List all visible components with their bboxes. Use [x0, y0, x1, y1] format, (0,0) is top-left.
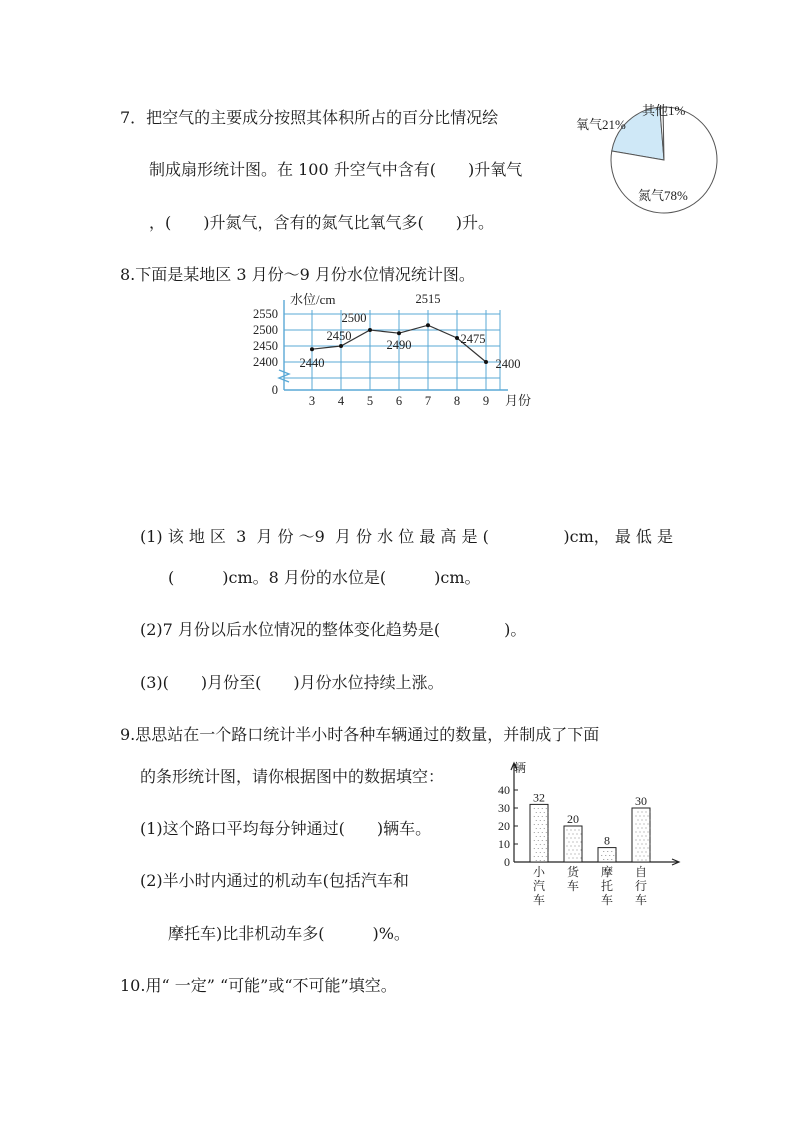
- vehicle-bar-stipple: [650, 852, 651, 853]
- vehicle-bar-stipple: [579, 838, 580, 839]
- vehicle-bar-stipple: [642, 828, 643, 829]
- vehicle-bar-stipple: [642, 860, 643, 861]
- vehicle-bar-stipple: [638, 852, 639, 853]
- q8-sub1-part-1: (1) 该 地 区 3 月 份 ～9 月 份 水 位 最 高 是 (: [140, 527, 489, 546]
- vehicle-bar-stipple: [544, 828, 545, 829]
- vehicle-bar-stipple: [536, 844, 537, 845]
- water-level-data-label: 2500: [341, 311, 367, 325]
- vehicle-bar-stipple: [569, 842, 570, 843]
- vehicle-bar-value-label: 32: [533, 790, 545, 805]
- vehicle-bar-stipple: [534, 824, 535, 825]
- vehicle-bar-stipple: [636, 824, 637, 825]
- vehicle-bar-stipple: [546, 840, 547, 841]
- vehicle-bar-stipple: [548, 852, 549, 853]
- vehicle-bar-stipple: [569, 834, 570, 835]
- vehicle-bar-stipple: [548, 812, 549, 813]
- vehicle-bar-stipple: [542, 816, 543, 817]
- vehicle-bar-stipple: [542, 840, 543, 841]
- vehicle-bar-stipple: [544, 860, 545, 861]
- vehicle-bar-stipple: [536, 836, 537, 837]
- vehicle-bar-stipple: [615, 859, 616, 860]
- vehicle-bar-stipple: [542, 832, 543, 833]
- vehicle-category-label: 汽: [532, 879, 546, 893]
- vehicle-bar-stipple: [567, 838, 568, 839]
- water-level-y-axis-title: 水位/cm: [290, 292, 336, 307]
- q7-line-2: 制成扇形统计图。在 100 升空气中含有( )升氧气: [149, 160, 523, 179]
- vehicle-bar-stipple: [603, 851, 604, 852]
- vehicle-bar-stipple: [646, 844, 647, 845]
- vehicle-bar-stipple: [605, 855, 606, 856]
- q9-sub2-line-1: (2)半小时内通过的机动车(包括汽车和: [140, 871, 409, 890]
- vehicle-bar-stipple: [544, 852, 545, 853]
- vehicle-bar-stipple: [642, 812, 643, 813]
- vehicle-bar-stipple: [569, 850, 570, 851]
- vehicle-bar-stipple: [644, 848, 645, 849]
- vehicle-bar-stipple: [613, 855, 614, 856]
- water-level-data-point: [397, 331, 401, 335]
- vehicle-category-label: 车: [532, 893, 546, 907]
- vehicle-bar-stipple: [579, 854, 580, 855]
- water-level-y-tick-label: 2550: [253, 307, 278, 321]
- pie-label-other: 其他1%: [642, 103, 686, 118]
- vehicle-bar-stipple: [611, 851, 612, 852]
- vehicle-category-label: 行: [634, 879, 648, 893]
- water-level-y-tick-label: 2450: [253, 339, 278, 353]
- vehicle-bar-stipple: [567, 846, 568, 847]
- vehicle-bar-stipple: [646, 860, 647, 861]
- vehicle-bar-stipple: [567, 830, 568, 831]
- vehicle-bar-stipple: [536, 860, 537, 861]
- vehicle-bar-stipple: [544, 836, 545, 837]
- vehicle-bar-stipple: [571, 830, 572, 831]
- vehicle-bar-stipple: [540, 836, 541, 837]
- pie-label-oxygen: 氧气21%: [576, 117, 626, 132]
- vehicle-bar-value-label: 8: [604, 833, 610, 848]
- vehicle-bar-stipple: [542, 848, 543, 849]
- vehicle-bar-stipple: [573, 842, 574, 843]
- vehicle-bar-stipple: [579, 846, 580, 847]
- vehicle-bar-stipple: [650, 844, 651, 845]
- water-level-x-tick-label: 3: [308, 394, 316, 408]
- water-level-axis-break: [279, 370, 289, 382]
- vehicle-bar-stipple: [636, 840, 637, 841]
- vehicle-category-label: 小: [532, 865, 546, 879]
- vehicle-category-label: 货: [566, 865, 580, 879]
- vehicle-bar-stipple: [548, 844, 549, 845]
- vehicle-bar-stipple: [644, 816, 645, 817]
- vehicle-bar-stipple: [601, 855, 602, 856]
- vehicle-bar-stipple: [607, 851, 608, 852]
- vehicle-bar-stipple: [534, 856, 535, 857]
- vehicle-bar-stipple: [534, 816, 535, 817]
- water-level-data-point: [484, 360, 488, 364]
- vehicle-bar-stipple: [636, 832, 637, 833]
- water-level-data-label: 2475: [460, 332, 486, 346]
- vehicle-bar-stipple: [642, 844, 643, 845]
- water-level-data-point: [310, 347, 314, 351]
- vehicle-bar-stipple: [581, 842, 582, 843]
- vehicle-bar-stipple: [534, 808, 535, 809]
- vehicle-bar-stipple: [650, 860, 651, 861]
- water-level-x-tick-label: 4: [337, 394, 345, 408]
- vehicle-bar-stipple: [638, 820, 639, 821]
- vehicle-bar-stipple: [636, 856, 637, 857]
- vehicle-bar-stipple: [548, 836, 549, 837]
- vehicle-bar-stipple: [546, 816, 547, 817]
- water-level-data-point: [426, 323, 430, 327]
- vehicle-bar-stipple: [642, 836, 643, 837]
- vehicle-bar-stipple: [640, 848, 641, 849]
- vehicle-bar-stipple: [648, 824, 649, 825]
- vehicle-bar-stipple: [536, 812, 537, 813]
- vehicle-bar-stipple: [646, 820, 647, 821]
- vehicle-bar-stipple: [546, 848, 547, 849]
- vehicle-bar-stipple: [548, 820, 549, 821]
- vehicle-bar-stipple: [538, 832, 539, 833]
- vehicle-bar-chart: [482, 758, 687, 916]
- q8-sub3: (3)( )月份至( )月份水位持续上涨。: [140, 673, 444, 692]
- vehicle-bar-stipple: [544, 812, 545, 813]
- vehicle-bar-stipple: [581, 850, 582, 851]
- air-composition-pie-chart: [570, 95, 720, 220]
- vehicle-bar-stipple: [573, 834, 574, 835]
- water-level-data-label: 2400: [495, 357, 521, 371]
- vehicle-bar-stipple: [646, 812, 647, 813]
- vehicle-bar-stipple: [640, 824, 641, 825]
- vehicle-bar-stipple: [536, 852, 537, 853]
- water-level-x-tick-label: 7: [424, 394, 432, 408]
- vehicle-bar-stipple: [577, 842, 578, 843]
- vehicle-category-label: 车: [634, 893, 648, 907]
- vehicle-bar-stipple: [646, 828, 647, 829]
- vehicle-bar-stipple: [646, 836, 647, 837]
- water-level-line-chart: [240, 290, 550, 415]
- vehicle-bar-stipple: [577, 834, 578, 835]
- vehicle-bar-stipple: [567, 854, 568, 855]
- water-level-x-tick-label: 5: [366, 394, 374, 408]
- vehicle-bar-stipple: [538, 808, 539, 809]
- vehicle-bar-stipple: [640, 816, 641, 817]
- q7-line-1: 7．把空气的主要成分按照其体积所占的百分比情况绘: [120, 108, 499, 127]
- vehicle-category-label: 车: [566, 879, 580, 893]
- q9-line-2: 的条形统计图，请你根据图中的数据填空：: [140, 767, 445, 786]
- vehicle-bar-stipple: [644, 824, 645, 825]
- q10-line-1: 10.用“ 一定” “可能”或“不可能”填空。: [120, 976, 397, 995]
- vehicle-bar-stipple: [575, 854, 576, 855]
- q9-sub2-line-2: 摩托车)比非机动车多( )%。: [168, 924, 410, 943]
- vehicle-bar-stipple: [638, 844, 639, 845]
- vehicle-bar-stipple: [546, 824, 547, 825]
- vehicle-bar-stipple: [575, 830, 576, 831]
- vehicle-bar-stipple: [571, 846, 572, 847]
- vehicle-bar-value-label: 20: [567, 812, 579, 826]
- vehicle-bar-stipple: [571, 854, 572, 855]
- vehicle-bar-stipple: [575, 846, 576, 847]
- vehicle-bar-stipple: [638, 836, 639, 837]
- vehicle-bar-stipple: [569, 858, 570, 859]
- vehicle-bar-stipple: [573, 850, 574, 851]
- water-level-data-point: [339, 344, 343, 348]
- vehicle-bar-stipple: [648, 848, 649, 849]
- water-level-data-label: 2450: [326, 329, 352, 343]
- vehicle-bar: [632, 808, 650, 862]
- water-level-x-axis-title: 月份: [505, 393, 532, 408]
- vehicle-bar-stipple: [648, 816, 649, 817]
- vehicle-bar-stipple: [650, 812, 651, 813]
- vehicle-bar-stipple: [579, 830, 580, 831]
- vehicle-bar-stipple: [650, 836, 651, 837]
- vehicle-bar-stipple: [544, 820, 545, 821]
- vehicle-bar-stipple: [648, 832, 649, 833]
- vehicle-bar-stipple: [544, 844, 545, 845]
- vehicle-category-label: 摩: [600, 865, 614, 879]
- vehicle-bar-stipple: [546, 808, 547, 809]
- q8-title: 8.下面是某地区 3 月份～9 月份水位情况统计图。: [120, 265, 475, 284]
- vehicle-bar-stipple: [609, 855, 610, 856]
- vehicle-y-tick-label: 30: [498, 801, 510, 815]
- vehicle-bar-stipple: [534, 848, 535, 849]
- vehicle-bar-stipple: [644, 840, 645, 841]
- vehicle-bar-stipple: [538, 856, 539, 857]
- vehicle-bar-stipple: [548, 860, 549, 861]
- vehicle-bar-stipple: [542, 824, 543, 825]
- water-level-data-label: 2440: [299, 356, 325, 371]
- water-level-data-label: 2515: [415, 292, 441, 307]
- vehicle-bar-stipple: [642, 820, 643, 821]
- vehicle-bar-stipple: [546, 832, 547, 833]
- water-level-y-tick-label: 2400: [253, 355, 278, 369]
- vehicle-bar-stipple: [540, 828, 541, 829]
- vehicle-bar-stipple: [581, 834, 582, 835]
- vehicle-bar-stipple: [538, 816, 539, 817]
- water-level-y-tick-label: 0: [271, 383, 278, 397]
- vehicle-bar-stipple: [611, 859, 612, 860]
- vehicle-bar-stipple: [540, 820, 541, 821]
- vehicle-bar-stipple: [540, 860, 541, 861]
- vehicle-bar-stipple: [542, 856, 543, 857]
- water-level-y-tick-label: 2500: [253, 323, 278, 337]
- vehicle-bar-stipple: [577, 858, 578, 859]
- vehicle-bar-stipple: [650, 828, 651, 829]
- q8-sub1-line-2: ( )cm。8 月份的水位是( )cm。: [168, 568, 481, 587]
- pie-label-nitrogen: 氮气78%: [638, 188, 688, 203]
- vehicle-bar-stipple: [640, 856, 641, 857]
- vehicle-bar-stipple: [636, 816, 637, 817]
- vehicle-bar-stipple: [644, 856, 645, 857]
- vehicle-y-axis-title: 辆: [514, 761, 527, 775]
- vehicle-bar-stipple: [615, 851, 616, 852]
- q9-sub1: (1)这个路口平均每分钟通过( )辆车。: [140, 819, 432, 838]
- vehicle-bar-stipple: [648, 840, 649, 841]
- vehicle-bar-stipple: [581, 858, 582, 859]
- vehicle-y-tick-label: 40: [498, 783, 510, 797]
- vehicle-bar-stipple: [648, 856, 649, 857]
- vehicle-bar-stipple: [546, 856, 547, 857]
- q7-line-3: ，( )升氮气，含有的氮气比氧气多( )升。: [149, 213, 494, 232]
- vehicle-bar-stipple: [607, 859, 608, 860]
- vehicle-bar-stipple: [638, 828, 639, 829]
- vehicle-bar-stipple: [538, 848, 539, 849]
- vehicle-bar-stipple: [573, 858, 574, 859]
- water-level-x-tick-label: 8: [453, 394, 461, 408]
- vehicle-bar: [530, 804, 548, 862]
- vehicle-y-tick-label: 20: [498, 819, 510, 833]
- vehicle-bar: [564, 826, 582, 862]
- vehicle-bar-stipple: [636, 848, 637, 849]
- vehicle-bar-stipple: [542, 808, 543, 809]
- vehicle-bar-stipple: [534, 840, 535, 841]
- vehicle-bar-stipple: [538, 824, 539, 825]
- vehicle-bar: [598, 848, 616, 862]
- vehicle-y-tick-label: 0: [504, 855, 510, 869]
- vehicle-bar-stipple: [644, 832, 645, 833]
- vehicle-bar-stipple: [646, 852, 647, 853]
- vehicle-bar-stipple: [536, 828, 537, 829]
- vehicle-bar-stipple: [642, 852, 643, 853]
- vehicle-bar-stipple: [571, 838, 572, 839]
- vehicle-bar-stipple: [640, 832, 641, 833]
- vehicle-bar-stipple: [638, 860, 639, 861]
- water-level-data-point: [368, 328, 372, 332]
- q8-sub2: (2)7 月份以后水位情况的整体变化趋势是( )。: [140, 620, 527, 639]
- vehicle-bar-stipple: [577, 850, 578, 851]
- vehicle-bar-stipple: [540, 844, 541, 845]
- vehicle-bar-stipple: [540, 812, 541, 813]
- q9-line-1: 9.思思站在一个路口统计半小时各种车辆通过的数量，并制成了下面: [120, 725, 600, 744]
- vehicle-bar-stipple: [548, 828, 549, 829]
- vehicle-bar-value-label: 30: [635, 794, 647, 808]
- water-level-x-tick-label: 9: [482, 394, 490, 408]
- q8-sub1-line-1: [140, 527, 673, 547]
- q8-sub1-part-2: )cm， 最 低 是: [563, 527, 673, 546]
- vehicle-bar-stipple: [538, 840, 539, 841]
- vehicle-y-tick-label: 10: [498, 837, 510, 851]
- vehicle-bar-stipple: [603, 859, 604, 860]
- vehicle-bar-stipple: [540, 852, 541, 853]
- vehicle-category-label: 托: [600, 879, 614, 893]
- vehicle-bar-stipple: [650, 820, 651, 821]
- vehicle-bar-stipple: [575, 838, 576, 839]
- vehicle-bar-stipple: [638, 812, 639, 813]
- vehicle-bar-stipple: [640, 840, 641, 841]
- vehicle-category-label: 车: [600, 893, 614, 907]
- water-level-data-label: 2490: [386, 338, 412, 353]
- vehicle-bar-stipple: [536, 820, 537, 821]
- vehicle-category-label: 自: [634, 865, 648, 879]
- water-level-data-point: [455, 336, 459, 340]
- vehicle-bar-stipple: [534, 832, 535, 833]
- water-level-x-tick-label: 6: [395, 394, 403, 408]
